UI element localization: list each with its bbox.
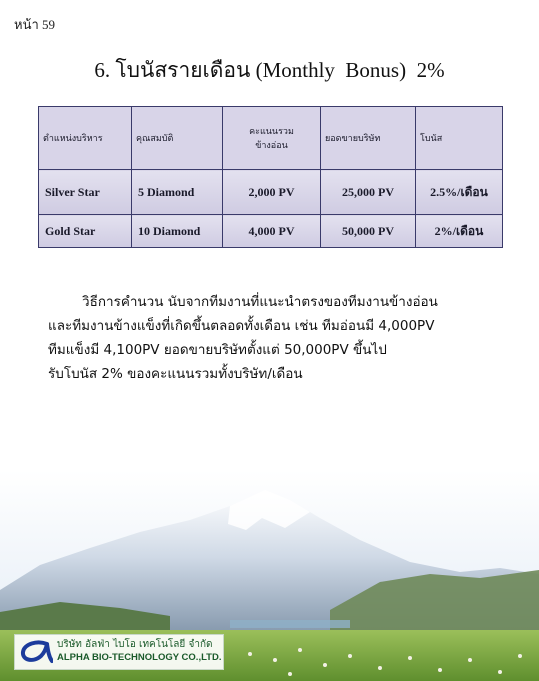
header-weak-side	[223, 107, 321, 170]
cell-position: Gold Star	[39, 215, 132, 248]
cell-company-sales: 25,000 PV	[321, 170, 416, 215]
description-line: ทีมแข็งมี 4,100PV ยอดขายบริษัทตั้งแต่ 50,000PV ขึ้นไป	[48, 342, 387, 358]
header-bonus: โบนัส	[416, 107, 503, 170]
cell-qualification: 10 Diamond	[132, 215, 223, 248]
cell-company-sales: 50,000 PV	[321, 215, 416, 248]
header-qualification: คุณสมบัติ	[132, 107, 223, 170]
company-name-english: ALPHA BIO-TECHNOLOGY CO.,LTD.	[57, 652, 222, 663]
header-company-sales: ยอดขายบริษัท	[321, 107, 416, 170]
alpha-logo-icon	[19, 639, 53, 665]
description-line: วิธีการคำนวน นับจากทีมงานที่แนะนำตรงของทีมงานข้างอ่อน	[82, 294, 438, 310]
company-logo	[14, 634, 224, 670]
company-name-thai: บริษัท อัลฟ่า ไบโอ เทคโนโลยี จำกัด	[57, 639, 213, 650]
cell-weak-side: 2,000 PV	[223, 170, 321, 215]
header-position: ตำแหน่งบริหาร	[39, 107, 132, 170]
page-title: 6. โบนัสรายเดือน (Monthly Bonus) 2%	[94, 58, 445, 82]
table-row	[39, 215, 503, 248]
description-line: และทีมงานข้างแข็งที่เกิดขึ้นตลอดทั้งเดือน เช่น ทีมอ่อนมี 4,000PV	[48, 318, 435, 334]
bonus-table	[38, 106, 503, 248]
cell-position: Silver Star	[39, 170, 132, 215]
description-line: รับโบนัส 2% ของคะแนนรวมทั้งบริษัท/เดือน	[48, 366, 303, 382]
cell-bonus: 2.5%/เดือน	[416, 170, 503, 215]
cell-bonus: 2%/เดือน	[416, 215, 503, 248]
cell-qualification: 5 Diamond	[132, 170, 223, 215]
cell-weak-side: 4,000 PV	[223, 215, 321, 248]
table-row	[39, 170, 503, 215]
table-header-row	[39, 107, 503, 170]
calculation-description	[48, 290, 518, 386]
page-number: หน้า 59	[14, 17, 56, 32]
header-weak-side-line2: ข้างอ่อน	[255, 140, 288, 150]
header-weak-side-line1: คะแนนรวม	[249, 126, 294, 136]
